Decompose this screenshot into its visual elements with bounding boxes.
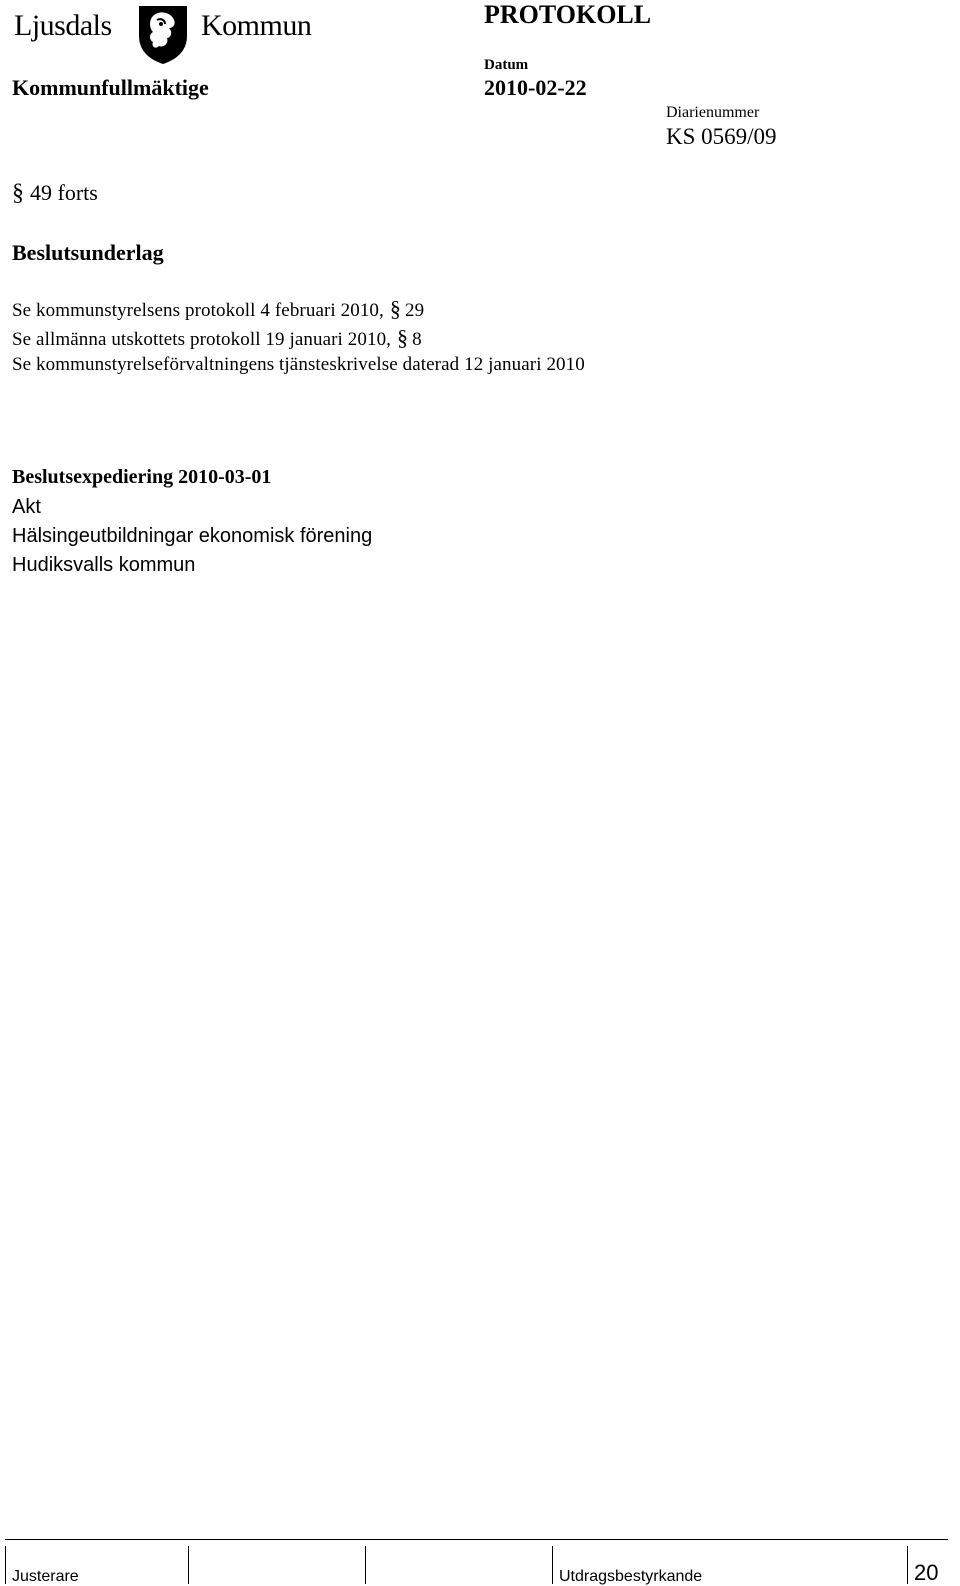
justerare-cell	[5, 1546, 188, 1584]
underlag-line-2	[12, 325, 422, 351]
section-symbol: §	[397, 325, 409, 350]
diarienummer-label: Diarienummer	[666, 104, 760, 121]
paragraph-label: 49 forts	[30, 180, 98, 205]
justerare-label: Justerare	[12, 1568, 79, 1585]
logo-text-kommun: Kommun	[201, 9, 312, 42]
utdrag-cell	[552, 1546, 907, 1584]
underlag-line-3: Se kommunstyrelseförvaltningens tjänsteskrivelse daterad 12 januari 2010	[12, 354, 585, 375]
page-number: 20	[914, 1560, 939, 1585]
recipient-item: Akt	[12, 496, 41, 518]
beslutsexpediering-heading: Beslutsexpediering 2010-03-01	[12, 466, 272, 488]
logo-text-ljusdals: Ljusdals	[14, 9, 112, 42]
underlag-line-1-text: Se kommunstyrelsens protokoll 4 februari 2010,	[12, 300, 384, 321]
beslutsunderlag-heading: Beslutsunderlag	[12, 240, 164, 265]
section-symbol: §	[389, 296, 401, 321]
section-symbol: §	[12, 180, 24, 206]
signature-cell	[188, 1546, 365, 1584]
underlag-line-1	[12, 296, 424, 322]
underlag-line-1-ref: 29	[405, 300, 425, 321]
recipient-item: Hudiksvalls kommun	[12, 554, 196, 576]
paragraph-heading	[12, 180, 98, 207]
datum-value: 2010-02-22	[484, 75, 587, 100]
recipient-item: Hälsingeutbildningar ekonomisk förening	[12, 525, 373, 547]
signature-cell	[365, 1546, 552, 1584]
coat-of-arms-icon	[135, 2, 191, 66]
signature-footer	[5, 1539, 948, 1584]
datum-label: Datum	[484, 57, 529, 73]
underlag-line-2-ref: 8	[412, 329, 422, 350]
page-number-cell	[907, 1546, 949, 1584]
body-name: Kommunfullmäktige	[12, 75, 209, 100]
document-type: PROTOKOLL	[484, 0, 652, 29]
utdrag-label: Utdragsbestyrkande	[559, 1568, 703, 1585]
underlag-line-2-text: Se allmänna utskottets protokoll 19 januari 2010,	[12, 329, 392, 350]
diarienummer-value: KS 0569/09	[666, 124, 777, 149]
